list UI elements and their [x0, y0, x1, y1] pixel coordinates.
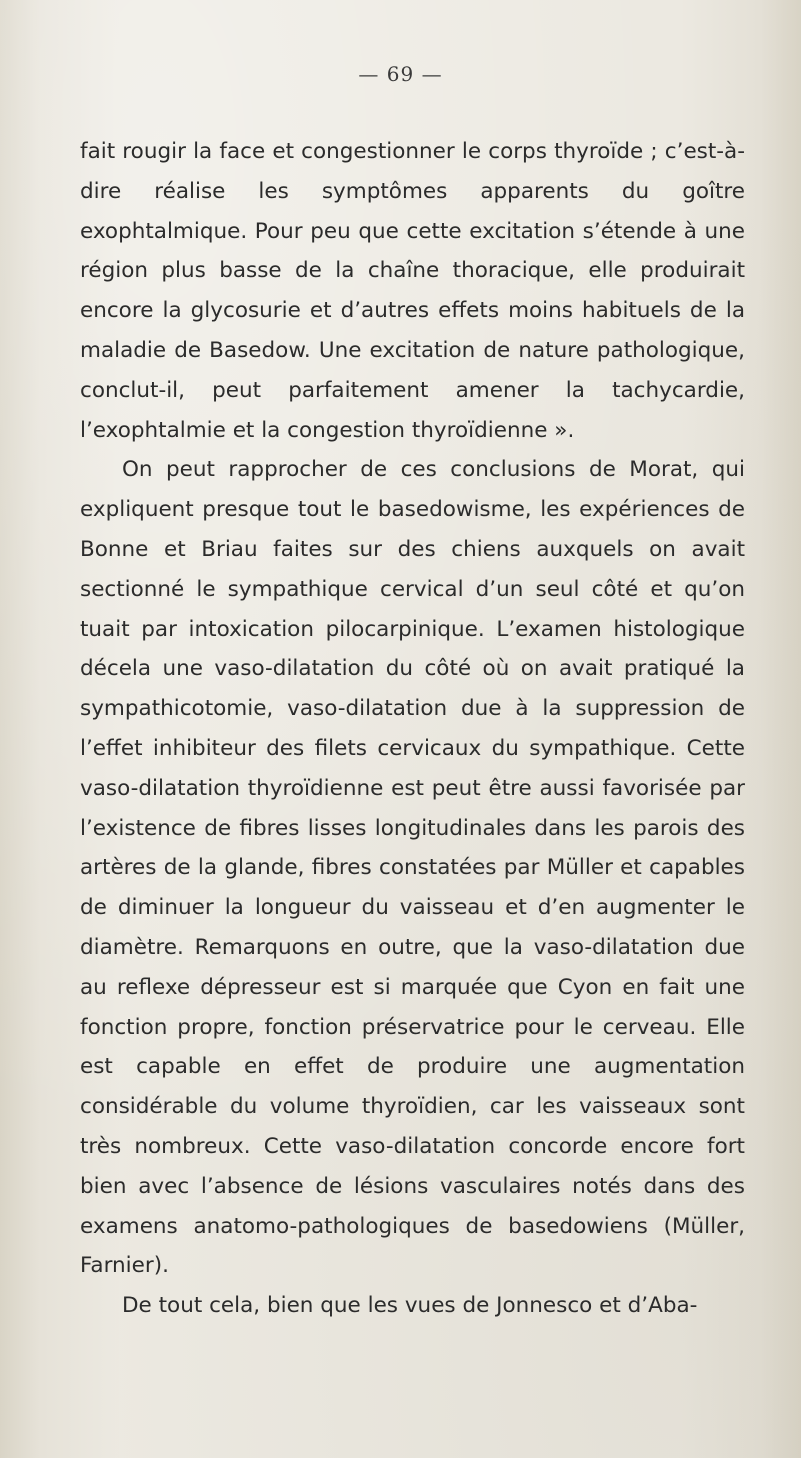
paragraph-2: On peut rapprocher de ces conclusions de Morat, qui expliquent presque tout le basedowisme, les expériences de Bonne et Briau faites sur des chiens auxquels on avait sectionné le sympathique cervical d’un seul côté et qu’on tuait par intoxication pilocarpinique. L’examen histologique décela une vaso-dilatation du côté où on avait pratiqué la sympathicotomie, vaso-dilatation due à la suppression de l’effet inhibiteur des filets cervicaux du sympathique. Cette vaso-dilatation thyroïdienne est peut être aussi favorisée par l’existence de fibres lisses longitudinales dans les parois des artères de la glande, fibres constatées par Müller et capables de diminuer la longueur du vaisseau et d’en augmenter le diamètre. Remarquons en outre, que la vaso-dilatation due au reflexe dépresseur est si marquée que Cyon en fait une fonction propre, fonction préservatrice pour le cerveau. Elle est capable en effet de produire une augmentation considérable du volume thyroïdien, car les vaisseaux sont très nombreux. Cette vaso-dilatation concorde encore fort bien avec l’absence de lésions vasculaires notés dans des examens anatomo-pathologiques de basedowiens (Müller, Farnier).: [80, 457, 745, 1279]
body-text: [80, 132, 745, 1326]
paragraph-1: fait rougir la face et congestionner le corps thyroïde ; c’est-à-dire réalise les symptômes apparents du goître exophtalmique. Pour peu que cette excitation s’étende à une région plus basse de la chaîne thoracique, elle produirait encore la glycosurie et d’autres effets moins habituels de la maladie de Basedow. Une excitation de nature pathologique, conclut-il, peut parfaitement amener la tachycardie, l’exophtalmie et la congestion thyroïdienne ».: [80, 139, 745, 443]
paragraph-3: De tout cela, bien que les vues de Jonnesco et d’Aba-: [122, 1293, 698, 1319]
page-number: — 69 —: [358, 62, 443, 86]
